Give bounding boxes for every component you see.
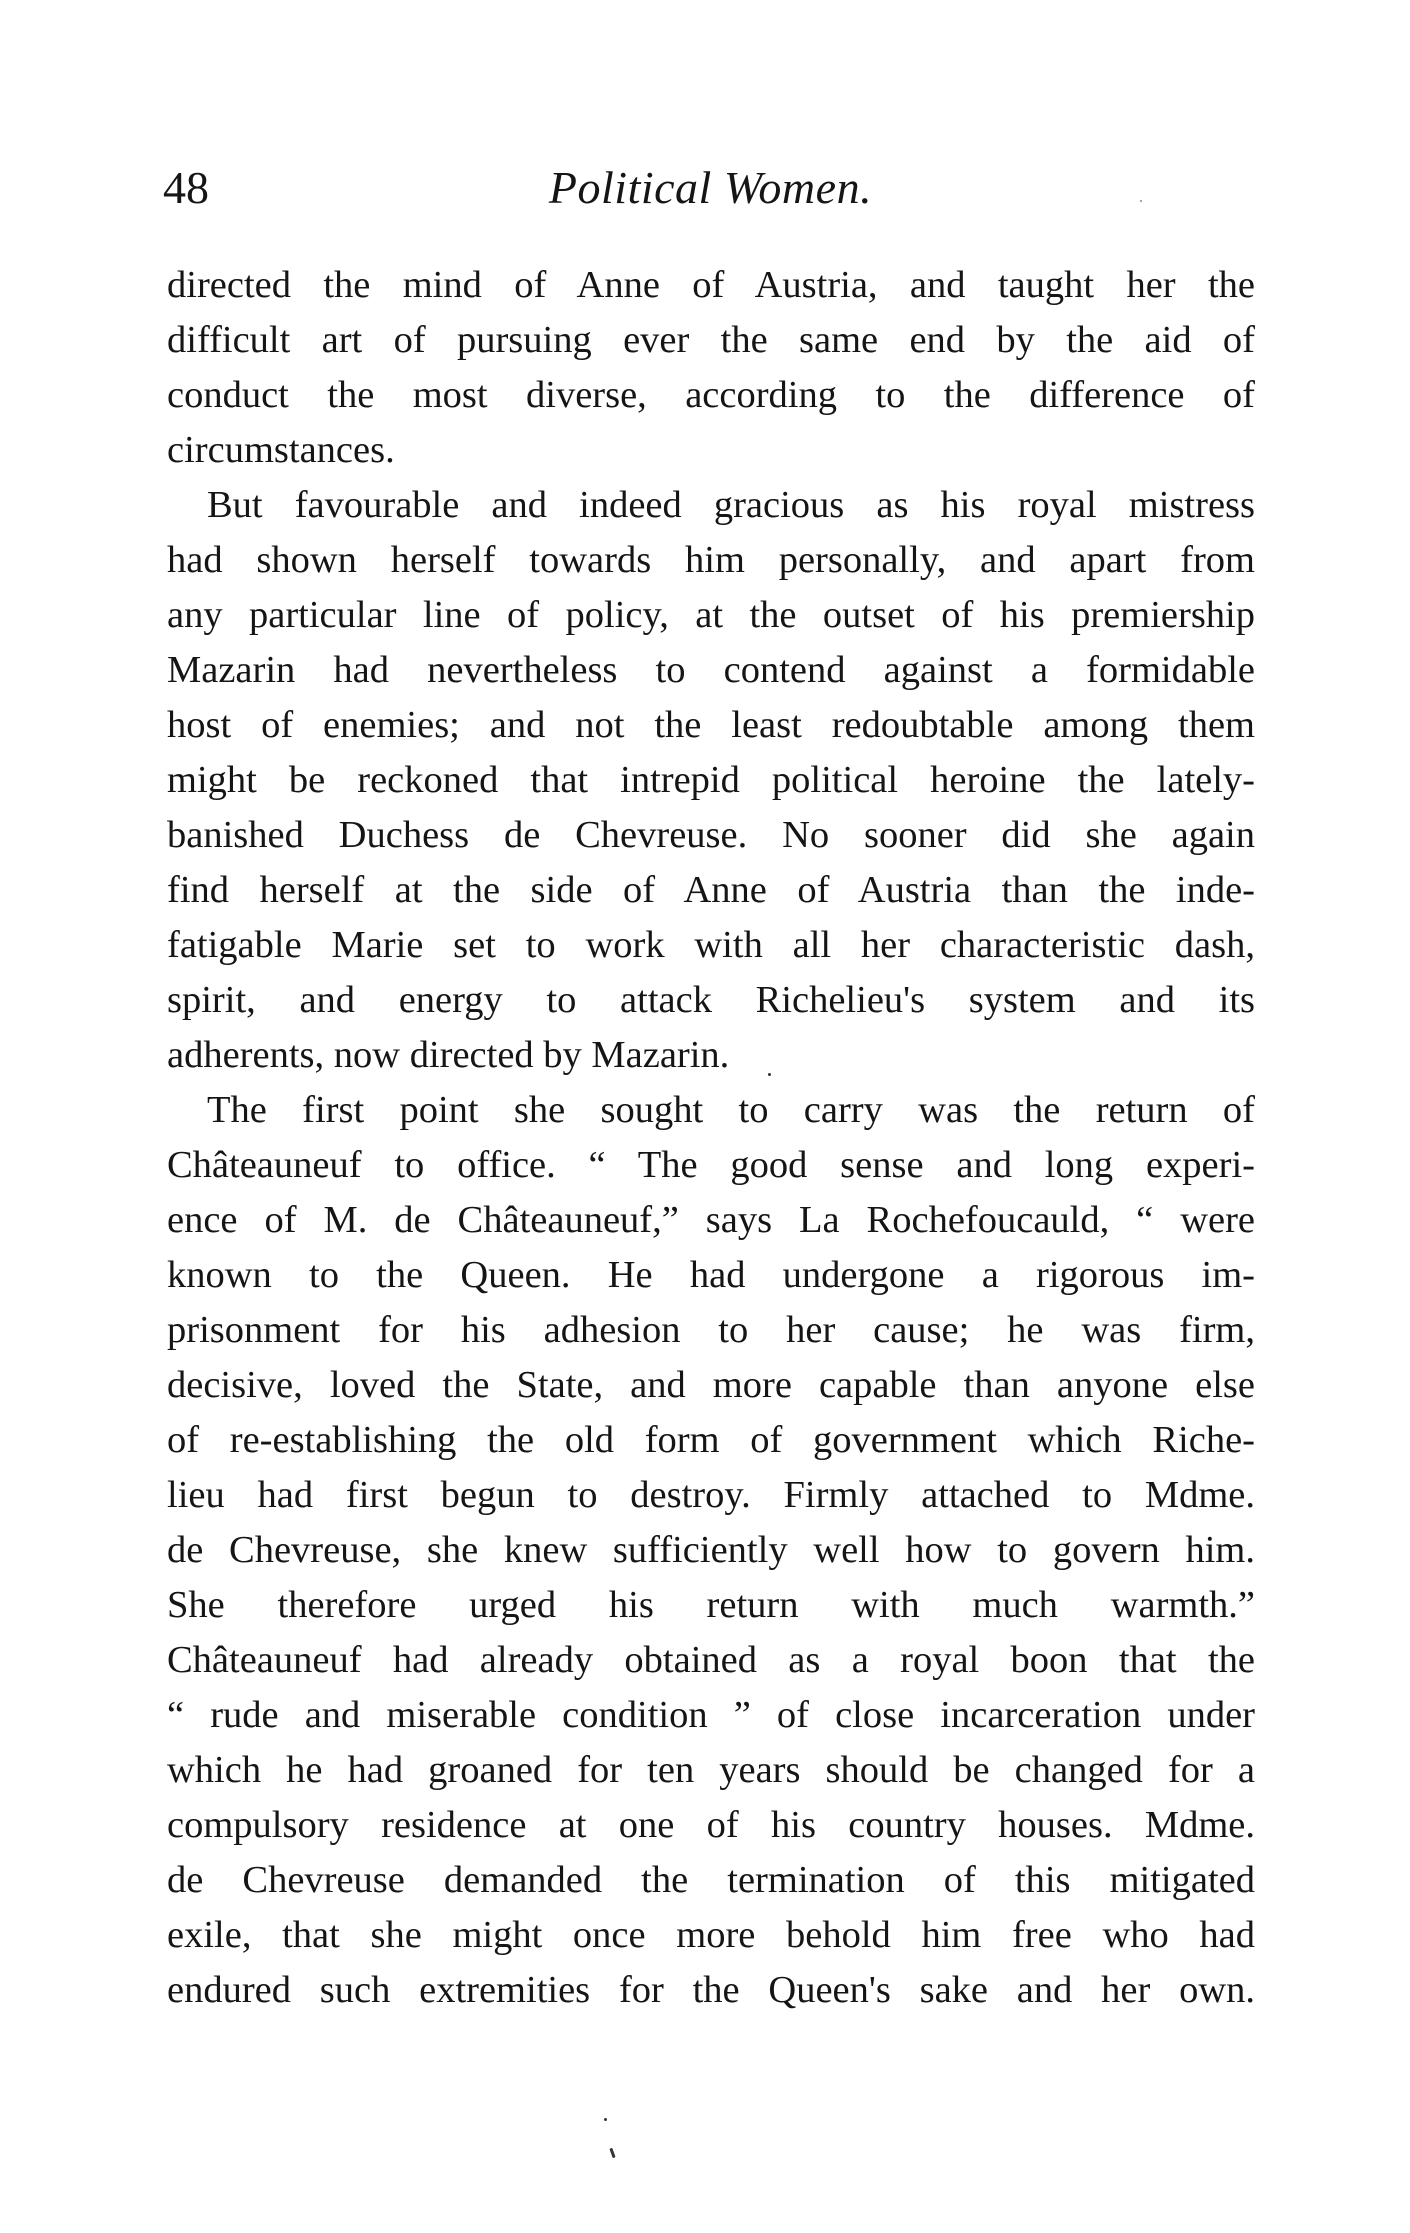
- text-line: circumstances.: [167, 429, 395, 471]
- text-line: banished Duchess de Chevreuse. No sooner did she again: [167, 814, 1255, 856]
- body-text: [167, 258, 1255, 2018]
- text-line: spirit, and energy to attack Richelieu's system and its: [167, 979, 1255, 1021]
- text-line: any particular line of policy, at the outset of his premiership: [167, 594, 1255, 636]
- text-line: difficult art of pursuing ever the same end by the aid of: [167, 319, 1255, 361]
- text-line: ence of M. de Châteauneuf,” says La Rochefoucauld, “ were: [167, 1199, 1255, 1241]
- text-line: known to the Queen. He had undergone a rigorous im-: [167, 1254, 1255, 1296]
- text-line: conduct the most diverse, according to the difference of: [167, 374, 1255, 416]
- text-line: Châteauneuf had already obtained as a royal boon that the: [167, 1639, 1255, 1681]
- print-speck: [768, 1073, 771, 1076]
- text-line: She therefore urged his return with much warmth.”: [167, 1584, 1255, 1626]
- text-line: might be reckoned that intrepid political heroine the lately-: [167, 759, 1255, 801]
- text-line: fatigable Marie set to work with all her characteristic dash,: [167, 924, 1255, 966]
- text-line: endured such extremities for the Queen's sake and her own.: [167, 1969, 1255, 2011]
- text-line: exile, that she might once more behold him free who had: [167, 1914, 1255, 1956]
- text-line: Mazarin had nevertheless to contend against a formidable: [167, 649, 1255, 691]
- print-speck: [1140, 200, 1142, 202]
- text-line: The first point she sought to carry was the return of: [207, 1089, 1255, 1131]
- text-line: compulsory residence at one of his country houses. Mdme.: [167, 1804, 1255, 1846]
- running-title: Political Women.: [548, 162, 873, 213]
- text-line: “ rude and miserable condition ” of close incarceration under: [167, 1694, 1255, 1736]
- text-line: of re-establishing the old form of government which Riche-: [167, 1419, 1255, 1461]
- print-speck: [604, 2118, 607, 2121]
- text-line: de Chevreuse demanded the termination of this mitigated: [167, 1859, 1255, 1901]
- text-line: prisonment for his adhesion to her cause; he was firm,: [167, 1309, 1255, 1351]
- page-number: 48: [163, 162, 209, 213]
- print-speck: [609, 2148, 615, 2158]
- text-line: host of enemies; and not the least redoubtable among them: [167, 704, 1255, 746]
- text-line: Châteauneuf to office. “ The good sense and long experi-: [167, 1144, 1255, 1186]
- text-line: decisive, loved the State, and more capable than anyone else: [167, 1364, 1255, 1406]
- text-line: find herself at the side of Anne of Austria than the inde-: [167, 869, 1255, 911]
- text-line: But favourable and indeed gracious as his royal mistress: [207, 484, 1255, 526]
- text-line: directed the mind of Anne of Austria, and taught her the: [167, 264, 1255, 306]
- page-header: [163, 158, 1258, 218]
- text-line: de Chevreuse, she knew sufficiently well how to govern him.: [167, 1529, 1255, 1571]
- text-line: adherents, now directed by Mazarin.: [167, 1034, 730, 1076]
- text-line: had shown herself towards him personally, and apart from: [167, 539, 1255, 581]
- text-line: lieu had first begun to destroy. Firmly attached to Mdme.: [167, 1474, 1255, 1516]
- text-line: which he had groaned for ten years should be changed for a: [167, 1749, 1255, 1791]
